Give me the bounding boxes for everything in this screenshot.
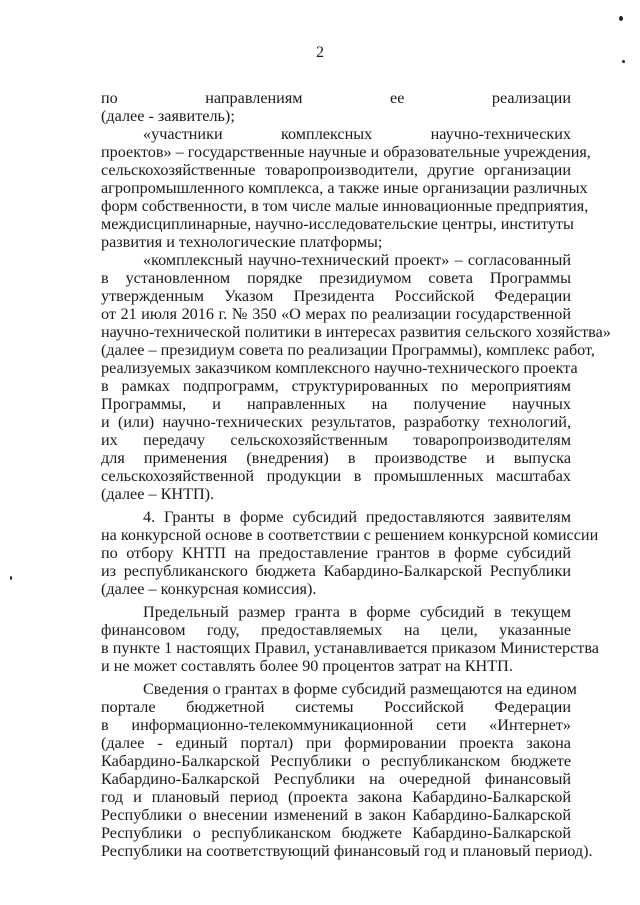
paragraph-grants-competition <box>101 508 599 598</box>
text-line: для применения (внедрения) в производстве и выпуска <box>101 449 571 467</box>
text-line: по отбору КНТП на предоставление грантов в форме субсидий <box>101 544 571 562</box>
text-line: Кабардино-Балкарской Республики на очередной финансовый <box>101 770 571 788</box>
text-line: (далее – президиум совета по реализации Программы), комплекс работ, <box>101 341 595 359</box>
text-line: по направлениям ее реализации <box>101 89 571 107</box>
text-line: научно-технической политики в интересах развития сельского хозяйства» <box>101 323 611 341</box>
text-line: междисциплинарные, научно-исследовательские центры, институты <box>101 215 574 233</box>
scan-speck <box>622 60 625 63</box>
scan-speck <box>619 16 623 21</box>
text-line: их передачу сельскохозяйственным товаропроизводителям <box>101 431 571 449</box>
paragraph-kntp-definition <box>101 251 611 503</box>
paragraph-grant-limit <box>101 603 599 675</box>
text-line: (далее - заявитель); <box>101 107 235 125</box>
text-line: 4. Гранты в форме субсидий предоставляются заявителям <box>143 508 571 526</box>
text-line: Республики на соответствующий финансовый год и плановый период). <box>101 842 593 860</box>
text-line: Программы, и направленных на получение научных <box>101 395 571 413</box>
text-line: Кабардино-Балкарской Республики о республиканском бюджете <box>101 752 571 770</box>
text-line: (далее – конкурсная комиссия). <box>101 580 317 598</box>
text-line: в информационно-телекоммуникационной сети «Интернет» <box>101 716 571 734</box>
text-line: и не может составлять более 90 процентов затрат на КНТП. <box>101 657 513 675</box>
text-line: финансовом году, предоставляемых на цели, указанные <box>101 621 571 639</box>
text-line: год и плановый период (проекта закона Кабардино-Балкарской <box>101 788 571 806</box>
paragraph-unified-portal <box>101 680 593 860</box>
text-line: из республиканского бюджета Кабардино-Балкарской Республики <box>101 562 571 580</box>
text-line: (далее - единый портал) при формировании проекта закона <box>101 734 571 752</box>
text-line: и (или) научно-технических результатов, разработку технологий, <box>101 413 571 431</box>
text-line: «комплексный научно-технический проект» – согласованный <box>143 251 571 269</box>
text-line: в пункте 1 настоящих Правил, устанавливается приказом Министерства <box>101 639 599 657</box>
text-line: реализуемых заказчиком комплексного научно-технического проекта <box>101 359 578 377</box>
text-line: форм собственности, в том числе малые инновационные предприятия, <box>101 197 589 215</box>
text-line: портале бюджетной системы Российской Федерации <box>101 698 571 716</box>
text-line: Республики о республиканском бюджете Кабардино-Балкарской <box>101 824 571 842</box>
text-line: сельскохозяйственной продукции в промышленных масштабах <box>101 467 571 485</box>
text-line: утвержденным Указом Президента Российской Федерации <box>101 287 571 305</box>
text-line: (далее – КНТП). <box>101 485 215 503</box>
text-line: «участники комплексных научно-технических <box>143 125 571 143</box>
text-line: Республики о внесении изменений в закон Кабардино-Балкарской <box>101 806 571 824</box>
text-line: развития и технологические платформы; <box>101 233 383 251</box>
paragraph-participants <box>101 125 591 251</box>
text-line: Сведения о грантах в форме субсидий размещаются на едином <box>143 680 577 698</box>
document-body <box>101 89 611 860</box>
page-number: 2 <box>316 44 324 61</box>
text-line: агропромышленного комплекса, а также иные организации различных <box>101 179 588 197</box>
scan-speck <box>10 576 12 580</box>
text-line: в рамках подпрограмм, структурированных по мероприятиям <box>101 377 571 395</box>
paragraph-applicant <box>101 89 571 125</box>
text-line: от 21 июля 2016 г. № 350 «О мерах по реализации государственной <box>101 305 571 323</box>
text-line: на конкурсной основе в соответствии с решением конкурсной комиссии <box>101 526 599 544</box>
text-line: в установленном порядке президиумом совета Программы <box>101 269 571 287</box>
text-line: проектов» – государственные научные и образовательные учреждения, <box>101 143 591 161</box>
text-line: сельскохозяйственные товаропроизводители, другие организации <box>101 161 571 179</box>
text-line: Предельный размер гранта в форме субсидий в текущем <box>143 603 571 621</box>
